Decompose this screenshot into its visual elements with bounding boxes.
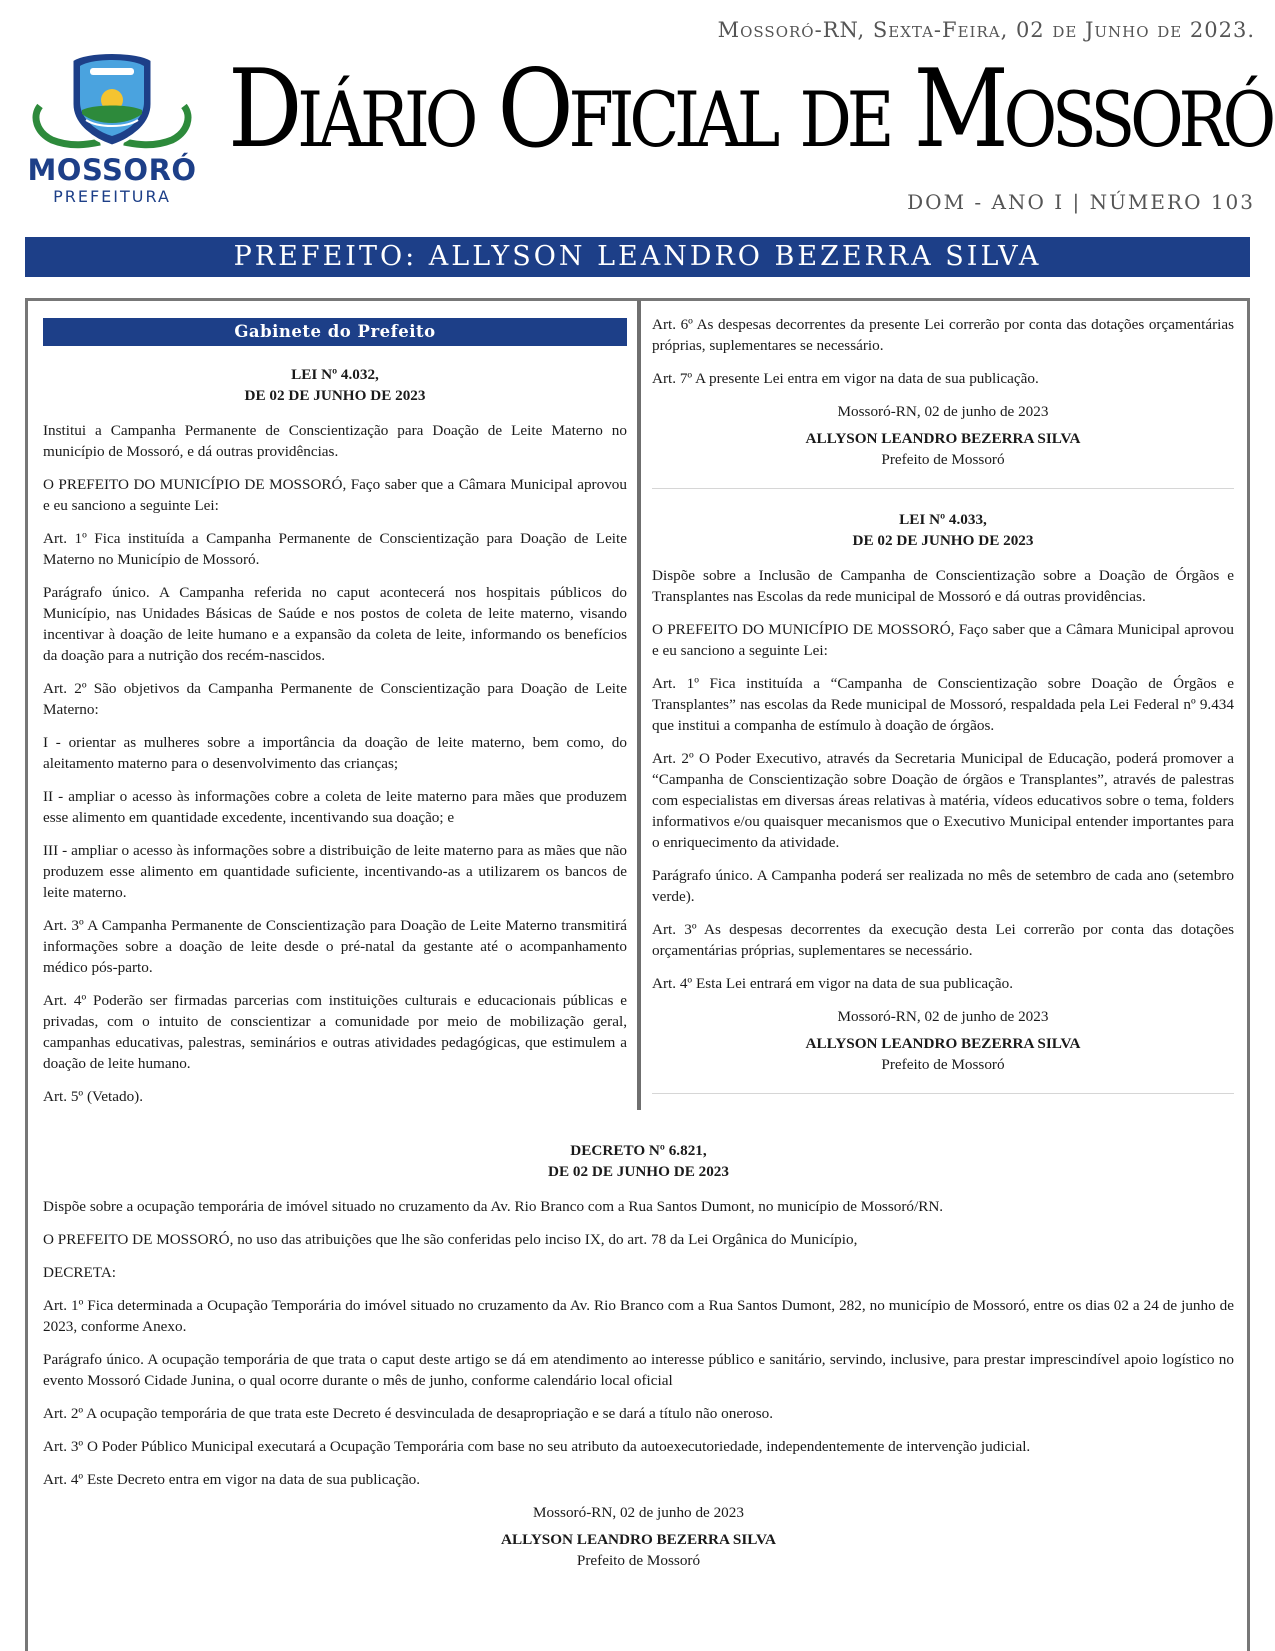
law-title: [43, 364, 627, 406]
article: Art. 1º Fica determinada a Ocupação Temporária do imóvel situado no cruzamento da Av. Rio Branco com a Rua Santos Dumont, 282, no município de Mossoró, entre os dias 02 a 24 de junho de 2023, conforme Anexo.: [43, 1297, 1234, 1335]
column-divider: [637, 300, 641, 1110]
article: Art. 1º Fica instituída a “Campanha de Conscientização sobre Doação de Órgãos e Transplantes” nas escolas da Rede municipal de Mossoró, respaldada pela Lei Federal nº 9.434 que institui a companha de estímulo à doação de órgãos.: [652, 675, 1234, 734]
signer-name: ALLYSON LEANDRO BEZERRA SILVA: [805, 1035, 1081, 1052]
decree-preamble: O PREFEITO DE MOSSORÓ, no uso das atribuições que lhe são conferidas pelo inciso IX, do art. 78 da Lei Orgânica do Município,: [43, 1231, 858, 1248]
decreta-label: DECRETA:: [43, 1264, 117, 1281]
section-header: Gabinete do Prefeito: [43, 318, 627, 346]
left-column: [43, 318, 627, 1119]
article: Art. 4º Poderão ser firmadas parcerias com instituições culturais e educacionais públicas e privadas, com o intuito de conscientizar a comunidade por meio de mobilização geral, campanhas educativas, palestras, seminários e outras atividades pedagógicas, que estimulem a doação de leite humano.: [43, 992, 627, 1072]
prefeitura-logo: [22, 48, 202, 208]
separator: [652, 1093, 1234, 1094]
logo-name: MOSSORÓ: [27, 153, 197, 187]
right-column: [652, 314, 1234, 1114]
masthead-title: Diário Oficial de Mossoró: [228, 47, 1272, 172]
article: Art. 7º A presente Lei entra em vigor na data de sua publicação.: [652, 370, 1039, 387]
signer-role: Prefeito de Mossoró: [881, 1056, 1005, 1073]
law-title: [652, 509, 1234, 551]
coat-of-arms-icon: [22, 48, 202, 152]
paragraph: Parágrafo único. A Campanha referida no caput acontecerá nos hospitais públicos do Município, nas Unidades Básicas de Saúde e nos postos de coleta de leite materno, visando incentivar à doação de leite humano e a expansão da coleta de leite, informando os benefícios da doação para a nutrição dos recém-nascidos.: [43, 584, 627, 664]
law-summary: Institui a Campanha Permanente de Conscientização para Doação de Leite Materno no município de Mossoró, e dá outras providências.: [43, 422, 627, 460]
separator: [652, 488, 1234, 489]
article: Art. 2º O Poder Executivo, através da Secretaria Municipal de Educação, poderá promover a “Campanha de Conscientização sobre Doação de órgãos e Transplantes”, através de palestras com especialistas em diversas áreas relativas à matéria, vídeos educativos sobre o tema, folders informativos e/ou quaisquer mecanismos que o Executivo Municipal entender importantes para o enriquecimento da atividade.: [652, 750, 1234, 851]
article: Art. 4º Este Decreto entra em vigor na data de sua publicação.: [43, 1471, 421, 1488]
decree-summary: Dispõe sobre a ocupação temporária de imóvel situado no cruzamento da Av. Rio Branco com a Rua Santos Dumont, no município de Mossoró/RN.: [43, 1198, 944, 1215]
law-number: LEI Nº 4.033,: [899, 511, 987, 528]
article: Art. 3º A Campanha Permanente de Conscientização para Doação de Leite Materno transmitirá informações sobre a doação de leite desde o pré-natal da gestante até o acompanhamento médico pós-parto.: [43, 917, 627, 976]
item: III - ampliar o acesso às informações sobre a distribuição de leite materno para as mães que não produzem esse alimento em quantidade suficiente, incentivando-as a utilizarem os bancos de leite materno.: [43, 842, 627, 901]
item: I - orientar as mulheres sobre a importância da doação de leite materno, bem como, do aleitamento materno para o desenvolvimento das crianças;: [43, 734, 627, 772]
signer-role: Prefeito de Mossoró: [881, 451, 1005, 468]
paragraph: Parágrafo único. A Campanha poderá ser realizada no mês de setembro de cada ano (setembro verde).: [652, 867, 1234, 905]
law-date: DE 02 DE JUNHO DE 2023: [852, 532, 1034, 549]
article: Art. 2º A ocupação temporária de que trata este Decreto é desvinculada de desapropriação e se dará a título não oneroso.: [43, 1405, 774, 1422]
paragraph: Parágrafo único. A ocupação temporária de que trata o caput deste artigo se dá em atendimento ao interesse público e sanitário, servindo, inclusive, para prestar imprescindível apoio logístico no evento Mossoró Cidade Junina, o qual ocorre durante o mês de junho, conforme calendário local oficial: [43, 1351, 1234, 1389]
article: Art. 6º As despesas decorrentes da presente Lei correrão por conta das dotações orçamentárias próprias, suplementares se necessário.: [652, 316, 1234, 354]
article: Art. 3º O Poder Público Municipal executará a Ocupação Temporária com base no seu atributo da autoexecutoriedade, independentemente de intervenção judicial.: [43, 1438, 1031, 1455]
law-preamble: O PREFEITO DO MUNICÍPIO DE MOSSORÓ, Faço saber que a Câmara Municipal aprovou e eu sanciono a seguinte Lei:: [43, 476, 627, 514]
mayor-banner: PREFEITO: ALLYSON LEANDRO BEZERRA SILVA: [25, 237, 1250, 277]
dateline: Mossoró-RN, Sexta-Feira, 02 de Junho de 2023.: [717, 18, 1255, 42]
article: Art. 1º Fica instituída a Campanha Permanente de Conscientização para Doação de Leite Materno no Município de Mossoró.: [43, 530, 627, 568]
signature-place-date: Mossoró-RN, 02 de junho de 2023: [533, 1504, 744, 1521]
article: Art. 4º Esta Lei entrará em vigor na data de sua publicação.: [652, 975, 1014, 992]
logo-subtitle: PREFEITURA: [53, 187, 171, 206]
signature-place-date: Mossoró-RN, 02 de junho de 2023: [837, 1008, 1049, 1025]
article: Art. 2º São objetivos da Campanha Permanente de Conscientização para Doação de Leite Materno:: [43, 680, 627, 718]
law-summary: Dispõe sobre a Inclusão de Campanha de Conscientização sobre a Doação de Órgãos e Transplantes nas Escolas da rede municipal de Mossoró e dá outras providências.: [652, 567, 1234, 605]
issue-number: DOM - ANO I | NÚMERO 103: [907, 190, 1255, 214]
signature-place-date: Mossoró-RN, 02 de junho de 2023: [837, 403, 1049, 420]
signer-role: Prefeito de Mossoró: [576, 1552, 701, 1569]
article: Art. 5º (Vetado).: [43, 1088, 144, 1105]
law-preamble: O PREFEITO DO MUNICÍPIO DE MOSSORÓ, Faço saber que a Câmara Municipal aprovou e eu sanciono a seguinte Lei:: [652, 621, 1234, 659]
law-number: LEI Nº 4.032,: [291, 366, 379, 383]
signer-name: ALLYSON LEANDRO BEZERRA SILVA: [500, 1531, 777, 1548]
article: Art. 3º As despesas decorrentes da execução desta Lei correrão por conta das dotações orçamentárias próprias, suplementares se necessário.: [652, 921, 1234, 959]
signer-name: ALLYSON LEANDRO BEZERRA SILVA: [805, 430, 1081, 447]
law-date: DE 02 DE JUNHO DE 2023: [244, 387, 426, 404]
decree-section: [43, 1140, 1234, 1571]
item: II - ampliar o acesso às informações cobre a coleta de leite materno para mães que produzem esse alimento em quantidade excedente, incentivando sua doação; e: [43, 788, 627, 826]
decree-title: [43, 1140, 1234, 1182]
decree-number: DECRETO Nº 6.821,: [570, 1142, 707, 1159]
decree-date: DE 02 DE JUNHO DE 2023: [548, 1163, 729, 1180]
